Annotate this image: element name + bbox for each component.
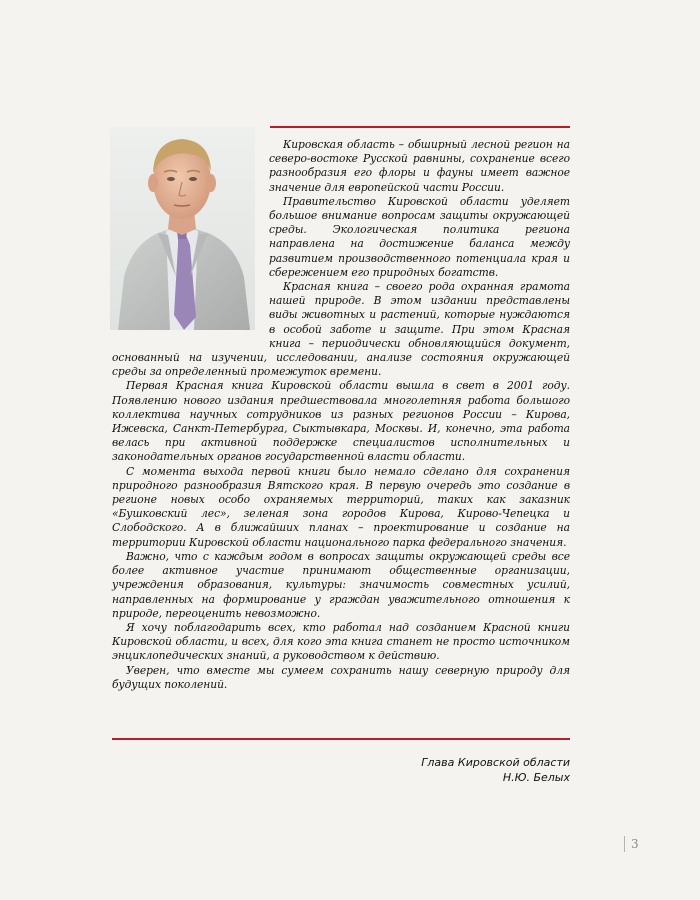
- top-red-rule: [270, 126, 570, 128]
- paragraph-6: Важно, что с каждым годом в вопросах защиты окружающей среды все более активное участие принимают общественные организации, учреждения образования, культуры: значимость совместных усилий, направленных на формирование у граждан уважительного отношения к природе, переоценить невозможно.: [112, 549, 570, 620]
- bottom-red-rule: [112, 738, 570, 740]
- page-number: 3: [624, 836, 639, 852]
- signature-title: Глава Кировской области: [421, 756, 570, 769]
- paragraph-4: Первая Красная книга Кировской области вышла в свет в 2001 году. Появлению нового издания предшествовала многолетняя работа большого коллектива научных сотрудников из разных регионов России – Кирова, Ижевска, Санкт-Петербурга, Сыктывкара, Москвы. И, конечно, эта работа велась при активной поддержке специалистов исполнительных и законодательных органов государственной власти области.: [112, 379, 570, 464]
- paragraph-2: Правительство Кировской области уделяет большое внимание вопросам защиты окружающей среды. Экологическая политика региона направлена на достижение баланса между развитием производственного потенциала края и сбережением его природных богатств.: [269, 194, 570, 279]
- signature-block: [421, 755, 570, 785]
- paragraph-5: С момента выхода первой книги было немало сделано для сохранения природного разнообразия Вятского края. В первую очередь это создание в регионе новых особо охраняемых территорий, таких как заказник «Бушковский лес», зеленая зона городов Кирова, Кирово-Чепецка и Слободского. А в ближайших планах – проектирование и создание на территории Кировской области национального парка федерального значения.: [112, 464, 570, 549]
- letter-body: [112, 138, 570, 692]
- paragraph-8: Уверен, что вместе мы сумеем сохранить нашу северную природу для будущих поколений.: [112, 663, 570, 691]
- photo-wrap-spacer: [112, 138, 269, 340]
- paragraph-7: Я хочу поблагодарить всех, кто работал над созданием Красной книги Кировской области, и всех, для кого эта книга станет не просто источником энциклопедических знаний, а руководством к действию.: [112, 620, 570, 663]
- signature-name: Н.Ю. Белых: [502, 771, 570, 784]
- paragraph-1: Кировская область – обширный лесной регион на северо-востоке Русской равнины, сохранение всего разнообразия его флоры и фауны имеет важное значение для европейской части России.: [269, 138, 570, 194]
- paragraph-3: Красная книга – своего рода охранная грамота нашей природе. В этом издании представлены виды животных и растений, которые нуждаются в особой заботе и защите. При этом Красная книга – периодически обновляющийся документ, основанный на изучении, исследовании, анализе состояния окружающей среды за определенный промежуток времени.: [112, 280, 570, 379]
